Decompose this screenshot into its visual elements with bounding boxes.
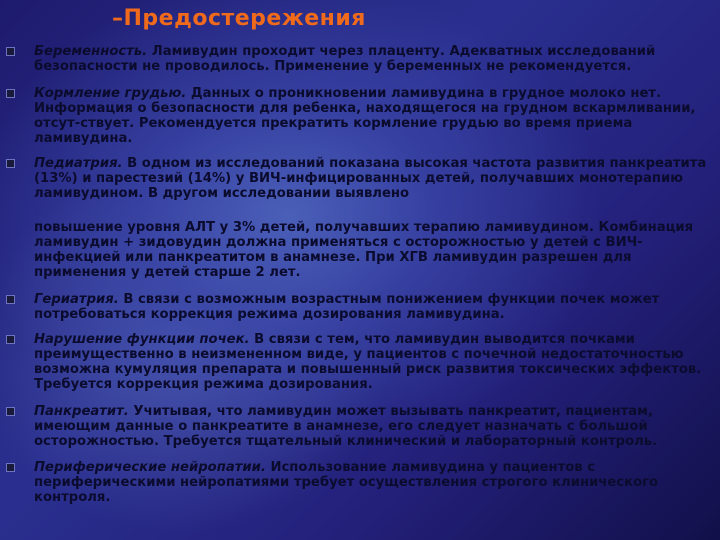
bullet-item-renal [6, 332, 714, 392]
bullet-lead: Кормление грудью. [34, 86, 187, 101]
bullet-item-breastfeeding [6, 86, 714, 146]
bullet-lead: Педиатрия. [34, 156, 123, 171]
bullet-text [34, 44, 714, 74]
bullet-body: В связи с тем, что ламивудин выводится почками преимущественно в неизмененном виде, у пациентов с почечной недостаточностью возможна кумуляция препарата и повышенный риск развития токсических эффектов. Требуется коррекция режима дозирования. [34, 332, 702, 392]
bullet-item-neuropathy [6, 460, 714, 505]
bullet-text [34, 460, 714, 505]
bullet-item-pregnancy [6, 44, 714, 74]
bullet-text [34, 86, 714, 146]
slide-title: –Предостережения [112, 6, 366, 31]
pediatrics-continuation: повышение уровня АЛТ у 3% детей, получавших терапию ламивудином. Комбинация ламивудин + зидовудин должна применяться с осторожностью у детей с ВИЧ-инфекцией или панкреатитом в анамнезе. При ХГВ ламивудин разрешен для применения у детей старше 2 лет. [34, 220, 694, 280]
square-bullet-icon [6, 335, 15, 344]
bullet-lead: Панкреатит. [34, 404, 129, 419]
bullet-body: В одном из исследований показана высокая частота развития панкреатита (13%) и парестезий (14%) у ВИЧ-инфицированных детей, получавших монотерапию ламивудином. В другом исследовании выявлено [34, 156, 707, 201]
bullet-text [34, 404, 714, 449]
bullet-body: В связи с возможным возрастным понижением функции почек может потребоваться коррекция режима дозирования ламивудина. [34, 292, 660, 322]
bullet-lead: Беременность. [34, 44, 148, 59]
bullet-text [34, 332, 714, 392]
square-bullet-icon [6, 159, 15, 168]
square-bullet-icon [6, 407, 15, 416]
bullet-body: Учитывая, что ламивудин может вызывать панкреатит, пациентам, имеющим данные о панкреатите в анамнезе, его следует назначать с большой осторожностью. Требуется тщательный клинический и лабораторный контроль. [34, 404, 658, 449]
square-bullet-icon [6, 47, 15, 56]
bullet-lead: Нарушение функции почек. [34, 332, 250, 347]
bullet-item-geriatrics [6, 292, 714, 322]
bullet-text [34, 156, 714, 201]
bullet-body: Использование ламивудина у пациентов с периферическими нейропатиями требует осуществления строгого клинического контроля. [34, 460, 659, 505]
bullet-item-pediatrics [6, 156, 714, 201]
square-bullet-icon [6, 463, 15, 472]
bullet-item-pancreatitis [6, 404, 714, 449]
bullet-body: Ламивудин проходит через плаценту. Адекватных исследований безопасности не проводилось. Применение у беременных не рекомендуется. [34, 44, 656, 74]
bullet-lead: Гериатрия. [34, 292, 119, 307]
square-bullet-icon [6, 89, 15, 98]
bullet-text [34, 292, 714, 322]
bullet-body: Данных о проникновении ламивудина в грудное молоко нет. Информация о безопасности для ребенка, находящегося на грудном вскармливании, отсут-ствует. Рекомендуется прекратить кормление грудью во время приема ламивудина. [34, 86, 696, 146]
bullet-lead: Периферические нейропатии. [34, 460, 266, 475]
square-bullet-icon [6, 295, 15, 304]
